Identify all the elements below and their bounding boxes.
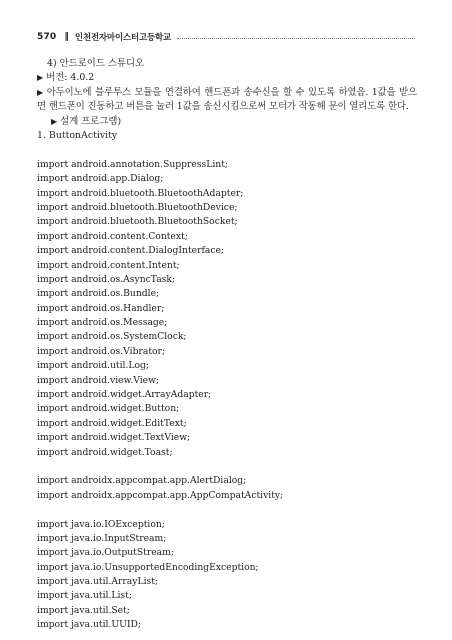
code-line: import android.widget.ArrayAdapter; [37,389,212,401]
imports-block-java [37,518,417,633]
code-line: import android.widget.EditText; [37,417,187,429]
code-line: import java.io.InputStream; [37,532,167,544]
code-line: import android.content.DialogInterface; [37,245,225,257]
code-line: import android.os.Bundle; [37,288,160,300]
description-text: 아두이노에 블루투스 모듈을 연결하여 핸드폰과 송수신을 할 수 있도록 하였음. 1값을 받으면 핸드폰이 진동하고 버튼을 눌러 1값을 송신시킴으로써 모터가 작동해 문이 열리도록 한다. [37,86,417,113]
code-line: import android.widget.TextView; [37,432,191,444]
version-text: 버전: 4.0.2 [46,72,95,84]
code-line: import android.view.View; [37,374,160,386]
program-heading [37,115,417,129]
code-line: import java.util.List; [37,590,132,602]
code-line: import android.widget.Button; [37,403,180,415]
blank-line [37,503,417,517]
code-line: import android.os.AsyncTask; [37,273,176,285]
program-heading-text: 설계 프로그램) [60,115,122,127]
description-paragraph [37,86,417,115]
code-line: import android.util.Log; [37,360,150,372]
code-line: import android.bluetooth.BluetoothAdapter; [37,187,244,199]
header-separator: ‖ [64,32,69,42]
code-line: import android.os.Message; [37,317,168,329]
code-line: import androidx.appcompat.app.AppCompatActivity; [37,489,284,501]
section-title: 4) 안드로이드 스튜디오 [47,58,145,69]
code-line: import android.content.Context; [37,230,188,242]
code-line: import java.util.UUID; [37,619,141,631]
header-dotted-rule [177,38,415,39]
code-line: import android.app.Dialog; [37,173,164,185]
blank-line [37,143,417,157]
version-line [37,71,417,85]
triangle-bullet-icon: ▶ [37,73,44,83]
school-name: 인천전자마이스터고등학교 [74,33,172,43]
triangle-bullet-icon: ▶ [37,87,44,97]
code-line: import java.util.ArrayList; [37,576,159,588]
imports-block-android [37,158,417,460]
code-line: import android.content.Intent; [37,259,180,271]
code-line: import java.io.UnsupportedEncodingException; [37,561,259,573]
blank-line [37,460,417,474]
class-title: 1. ButtonActivity [37,129,118,141]
code-line: import android.widget.Toast; [37,446,173,458]
page-number: 570 [37,32,57,42]
document-body [37,57,417,633]
code-line: import java.io.OutputStream; [37,547,174,559]
code-line: import android.os.Vibrator; [37,345,166,357]
code-line: import androidx.appcompat.app.AlertDialog; [37,475,247,487]
code-line: import java.util.Set; [37,604,130,616]
code-line: import android.bluetooth.BluetoothDevice; [37,201,238,213]
code-line: import java.io.IOException; [37,518,165,530]
page-header [37,30,415,44]
imports-block-androidx [37,474,417,503]
code-line: import android.bluetooth.BluetoothSocket; [37,216,238,228]
code-line: import android.os.Handler; [37,302,165,314]
triangle-bullet-icon: ▶ [51,116,58,126]
code-line: import android.os.SystemClock; [37,331,187,343]
code-line: import android.annotation.SuppressLint; [37,158,228,170]
